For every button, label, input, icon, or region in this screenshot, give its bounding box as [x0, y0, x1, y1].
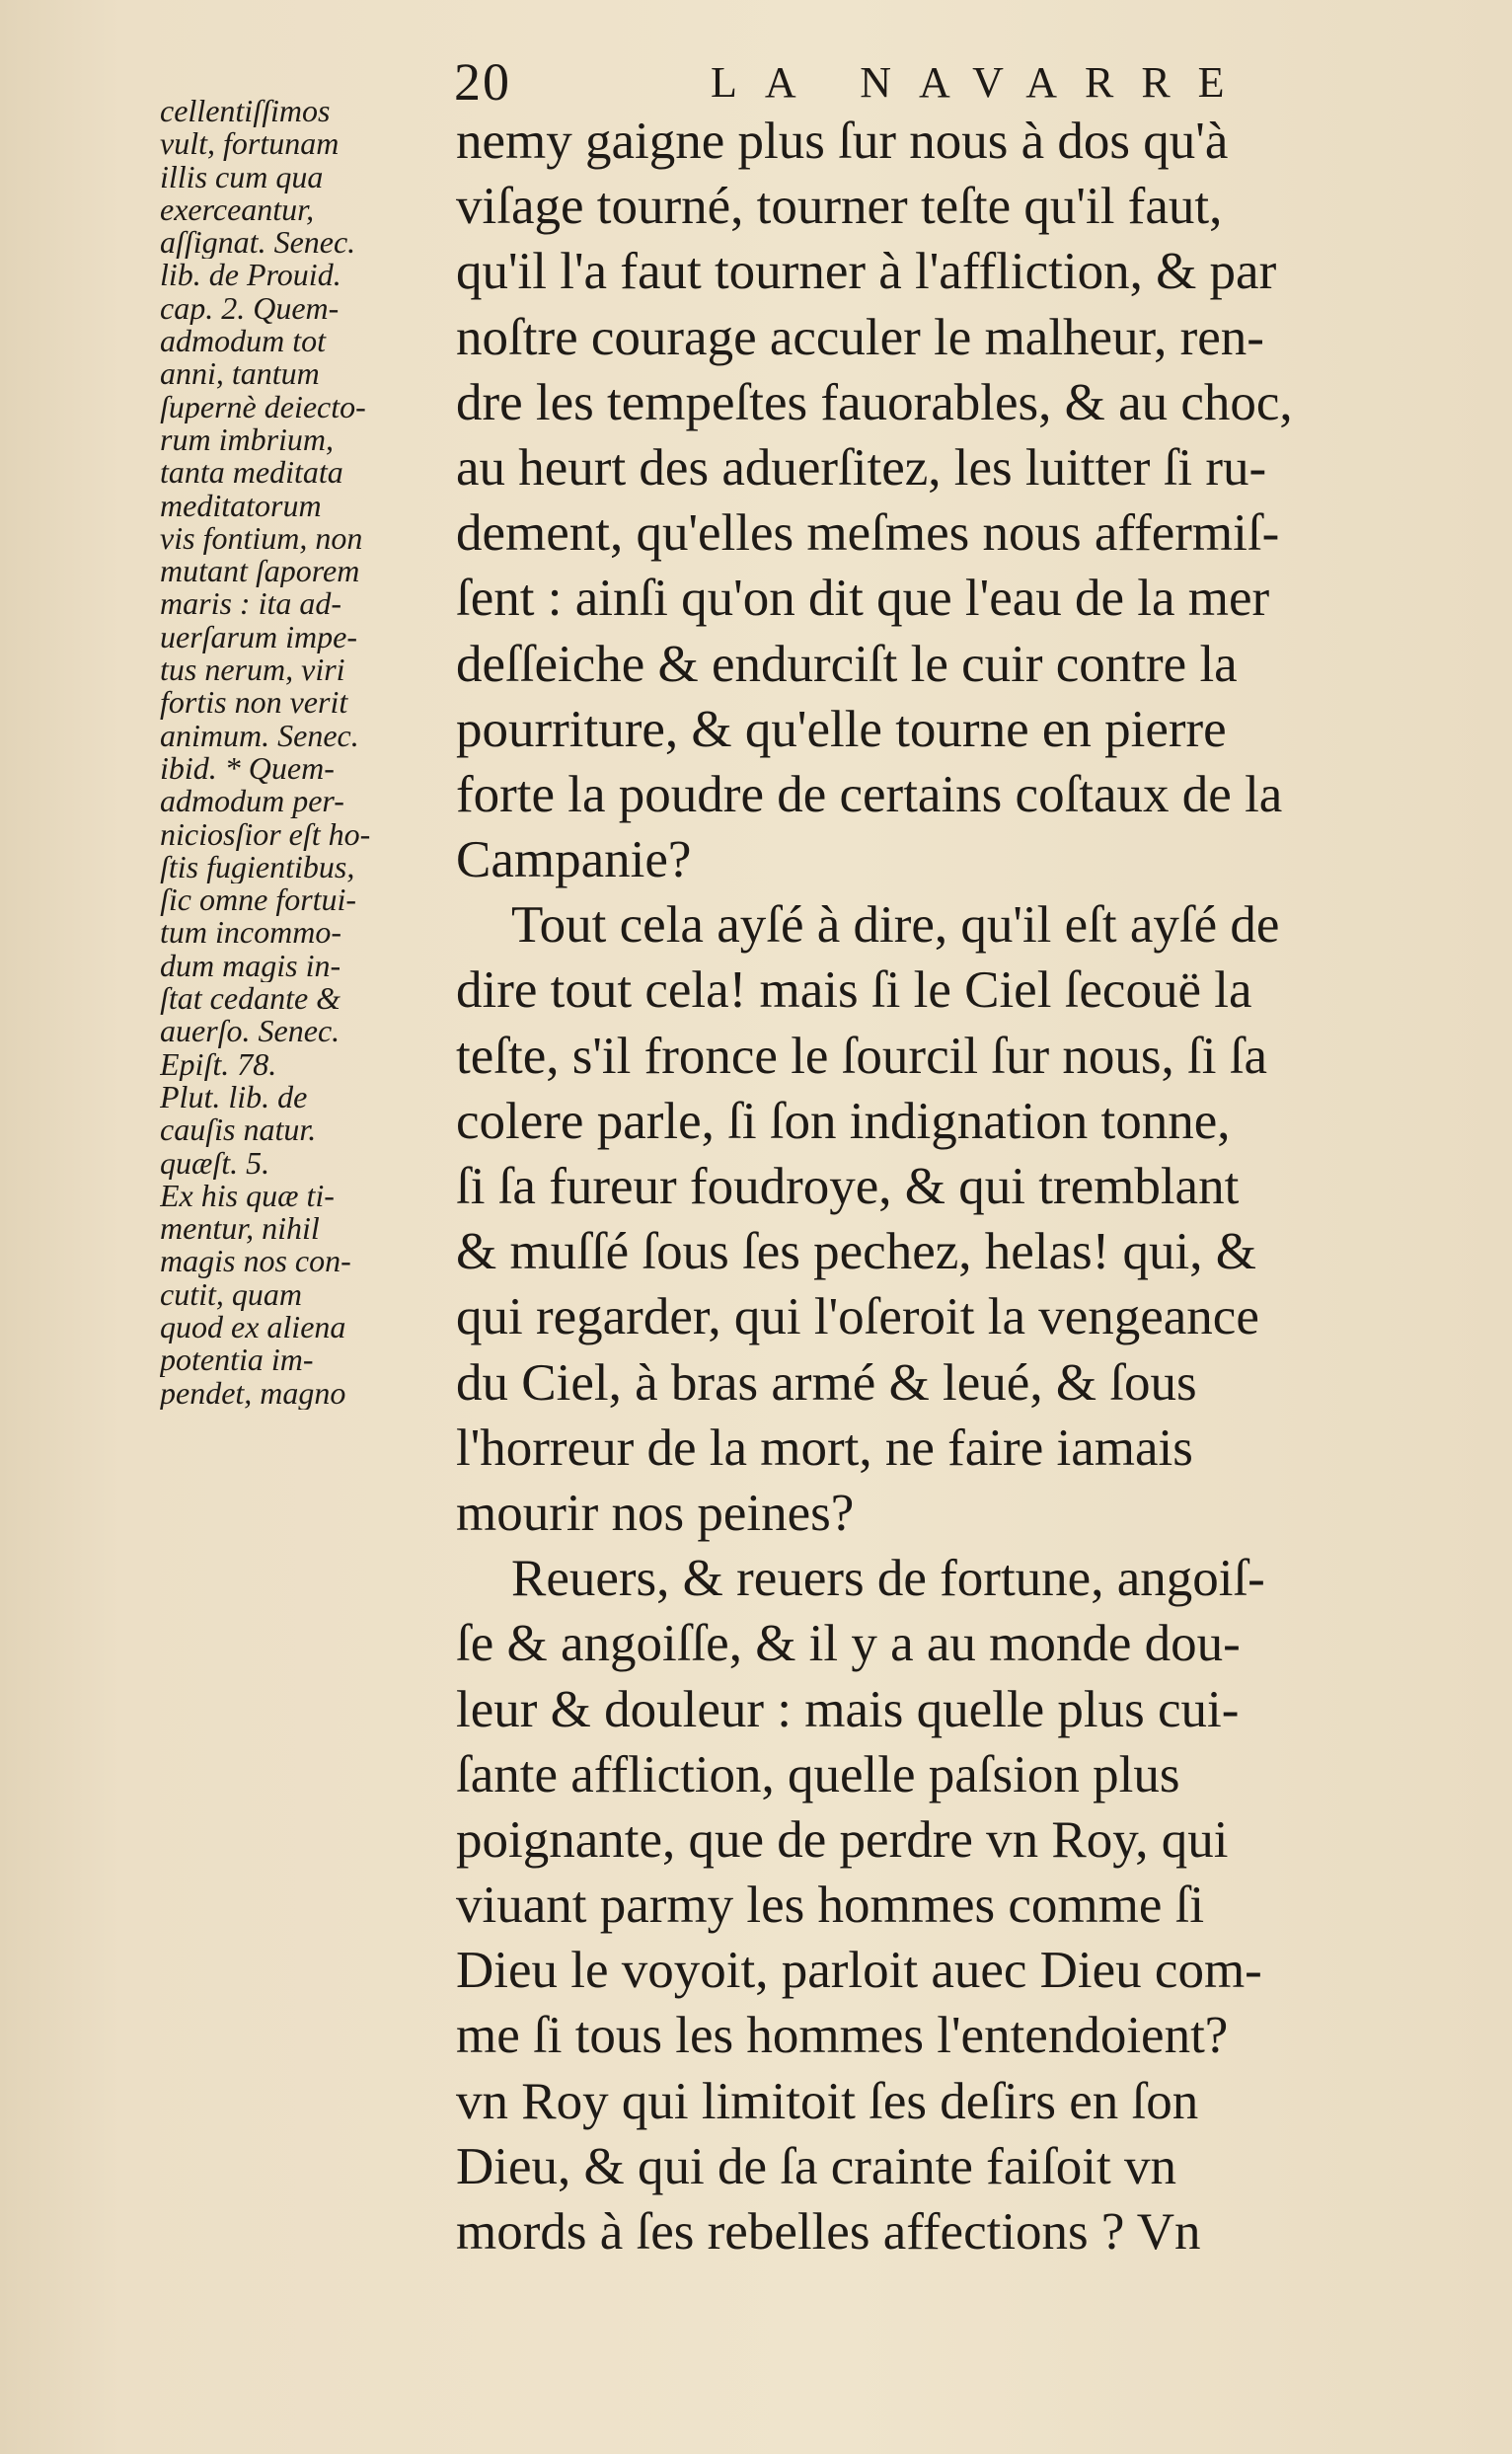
marginal-note-line: anni, tantum [160, 357, 320, 391]
marginal-note-line: animum. Senec. [160, 719, 359, 752]
marginal-note-line: potentia im- [160, 1343, 314, 1377]
marginal-note-line: cellentiſſimos [160, 95, 331, 128]
text-line: leur & douleur : mais quelle plus cui- [456, 1680, 1240, 1738]
text-line: qui regarder, qui l'oſeroit la vengeance [456, 1288, 1259, 1346]
marginal-note-line: pendet, magno [160, 1376, 346, 1410]
text-line: du Ciel, à bras armé & leué, & ſous [456, 1353, 1197, 1412]
text-line: au heurt des aduerſitez, les luitter ſi ru- [456, 438, 1267, 497]
marginal-note-line: mentur, nihil [160, 1212, 320, 1246]
marginal-note-line: mutant ſaporem [160, 555, 360, 588]
text-line: l'horreur de la mort, ne faire iamais [456, 1419, 1193, 1477]
marginal-note-line: tus nerum, viri [160, 653, 345, 687]
text-line: viuant parmy les hommes comme ſi [456, 1877, 1205, 1935]
marginal-note-line: niciosſior eſt ho- [160, 817, 371, 851]
text-line: viſage tourné, tourner teſte qu'il faut, [456, 178, 1223, 236]
text-line: Tout cela ayſé à dire, qu'il eſt ayſé de [511, 896, 1280, 955]
marginal-note-line: admodum tot [160, 325, 326, 358]
text-line: deſſeiche & endurciſt le cuir contre la [456, 635, 1238, 693]
text-line: teſte, s'il fronce le ſourcil ſur nous, ſi ſa [456, 1027, 1267, 1085]
marginal-note-line: Plut. lib. de [160, 1080, 308, 1114]
text-line: ſante affliction, quelle paſsion plus [456, 1745, 1180, 1803]
running-title: LA NAVARRE [711, 58, 1252, 107]
text-line: ſent : ainſi qu'on dit que l'eau de la mer [456, 570, 1270, 628]
text-line: colere parle, ſi ſon indignation tonne, [456, 1092, 1231, 1150]
page-number: 20 [454, 52, 511, 112]
text-line: mourir nos peines? [456, 1484, 855, 1542]
text-line: dement, qu'elles meſmes nous affermiſ- [456, 504, 1280, 563]
marginal-note-line: quod ex aliena [160, 1310, 346, 1344]
marginal-note-line: tum incommo- [160, 916, 341, 950]
marginal-notes [160, 95, 456, 1410]
text-line: forte la poudre de certains coſtaux de la [456, 765, 1283, 823]
marginal-note-line: cap. 2. Quem- [160, 291, 340, 326]
marginal-note-line: magis nos con- [160, 1245, 351, 1278]
text-line: ſi ſa fureur foudroye, & qui tremblant [456, 1158, 1240, 1215]
text-line: mords à ſes rebelles affections ? Vn [456, 2203, 1201, 2261]
marginal-note-line: illis cum qua [160, 160, 324, 193]
marginal-note-line: auerſo. Senec. [160, 1015, 340, 1048]
marginal-note-line: cutit, quam [160, 1277, 302, 1311]
text-line: noſtre courage acculer le malheur, ren- [456, 308, 1264, 366]
text-line: dre les tempeſtes fauorables, & au choc, [456, 373, 1293, 431]
marginal-note-line: Epiſt. 78. [160, 1047, 277, 1081]
marginal-note-line: ſtis fugientibus, [160, 850, 355, 884]
text-line: pourriture, & qu'elle tourne en pierre [456, 700, 1227, 758]
text-line: & muſſé ſous ſes pechez, helas! qui, & [456, 1223, 1256, 1281]
marginal-note-line: dum magis in- [160, 949, 341, 983]
marginal-note-line: Ex his quæ ti- [160, 1179, 335, 1213]
marginal-note-line: ibid. * Quem- [160, 751, 335, 786]
marginal-note-line: uerſarum impe- [160, 620, 357, 654]
text-line: nemy gaigne plus ſur nous à dos qu'à [456, 113, 1229, 170]
text-line: Reuers, & reuers de fortune, angoiſ- [511, 1550, 1265, 1608]
marginal-note-line: exerceantur, [160, 192, 315, 227]
marginal-note-line: fortis non verit [160, 686, 348, 720]
text-line: ſe & angoiſſe, & il y a au monde dou- [456, 1615, 1241, 1673]
text-line: me ſi tous les hommes l'entendoient? [456, 2007, 1229, 2065]
marginal-note-line: vult, fortunam [160, 127, 340, 161]
marginal-note-line: ſic omne fortui- [160, 883, 357, 917]
marginal-note-line: quæſt. 5. [160, 1146, 270, 1180]
text-line: Dieu, & qui de ſa crainte faiſoit vn [456, 2137, 1176, 2195]
marginal-note-line: ſupernè deiecto- [160, 390, 366, 423]
main-text [456, 109, 1463, 2264]
text-line: vn Roy qui limitoit ſes deſirs en ſon [456, 2072, 1199, 2130]
text-line: qu'il l'a faut tourner à l'affliction, & par [456, 243, 1277, 301]
marginal-note-line: maris : ita ad- [160, 587, 341, 621]
text-line: Campanie? [456, 831, 692, 889]
marginal-note-line: aſſignat. Senec. [160, 226, 356, 260]
marginal-note-line: lib. de Prouid. [160, 259, 341, 292]
marginal-note-line: ſtat cedante & [160, 982, 341, 1016]
marginal-note-line: admodum per- [160, 785, 344, 818]
text-line: dire tout cela! mais ſi le Ciel ſecouë la [456, 961, 1252, 1020]
marginal-note-line: tanta meditata [160, 456, 343, 490]
marginal-note-line: vis fontium, non [160, 521, 363, 556]
text-line: Dieu le voyoit, parloit auec Dieu com- [456, 1942, 1262, 2000]
marginal-note-line: cauſis natur. [160, 1113, 317, 1147]
text-line: poignante, que de perdre vn Roy, qui [456, 1810, 1229, 1869]
marginal-note-line: rum imbrium, [160, 422, 335, 457]
marginal-note-line: meditatorum [160, 489, 322, 522]
